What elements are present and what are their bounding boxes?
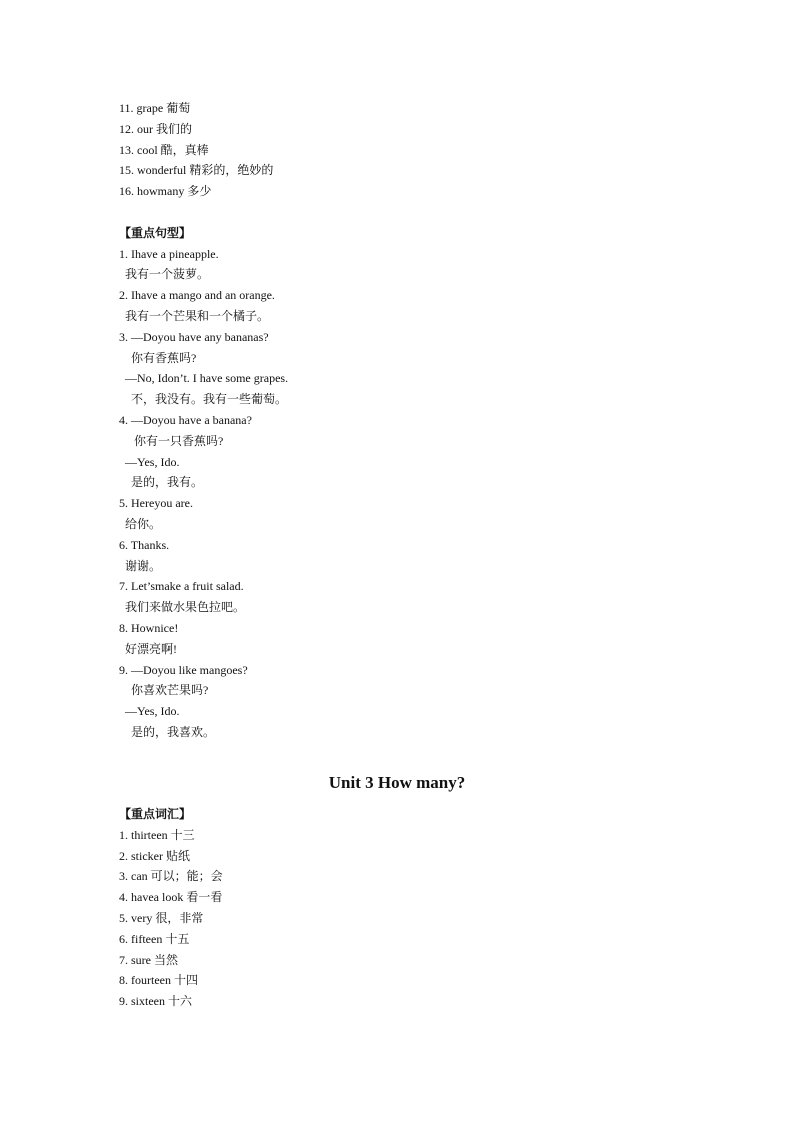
sentence-line: 给你。 (125, 516, 162, 531)
vocab-item: 6. fifteen 十五 (119, 931, 190, 946)
vocab-item: 5. very 很，非常 (119, 910, 204, 925)
unit-title: Unit 3 How many? (328, 773, 466, 792)
vocab-item: 11. grape 葡萄 (119, 101, 191, 115)
sentence-line: 不，我没有。我有一些葡萄。 (131, 392, 288, 407)
vocab-item: 13. cool 酷，真棒 (119, 142, 209, 157)
sentence-line: 我们来做水果色拉吧。 (125, 600, 246, 615)
vocab-item: 3. can 可以；能；会 (119, 869, 223, 884)
sentence-line: 我有一个菠萝。 (125, 267, 210, 282)
vocab-item: 9. sixteen 十六 (119, 994, 192, 1009)
vocab-list-part1 (119, 98, 719, 202)
sentence-line: 你喜欢芒果吗? (131, 683, 209, 698)
sentence-line: 9. —Doyou like mangoes? (119, 662, 248, 677)
vocab-item: 2. sticker 贴纸 (119, 848, 190, 863)
vocab-item: 8. fourteen 十四 (119, 973, 198, 988)
sentence-line: 6. Thanks. (119, 537, 170, 552)
sentence-line: 我有一个芒果和一个橘子。 (125, 308, 270, 323)
sentence-line: 5. Hereyou are. (119, 496, 193, 511)
sentence-line: —Yes, Ido. (125, 704, 180, 719)
sentence-line: 是的，我有。 (131, 475, 204, 490)
sentence-line: 你有香蕉吗? (131, 350, 197, 365)
vocab-item: 12. our 我们的 (119, 121, 192, 136)
vocab-item: 16. howmany 多少 (119, 184, 212, 199)
vocab-heading: 【重点词汇】 (119, 807, 192, 821)
vocab-item: 1. thirteen 十三 (119, 827, 195, 842)
sentence-line: 7. Let’smake a fruit salad. (119, 579, 244, 594)
sentence-line: 8. Hownice! (119, 620, 179, 635)
vocab-item: 7. sure 当然 (119, 952, 178, 967)
vocab-item: 4. havea look 看一看 (119, 890, 223, 905)
sentence-line: 是的，我喜欢。 (131, 724, 216, 739)
sentence-line: 1. Ihave a pineapple. (119, 246, 219, 261)
sentence-line: 你有一只香蕉吗? (134, 433, 224, 448)
sentence-list (119, 244, 719, 743)
unit3-section (119, 804, 719, 1012)
sentence-line: 2. Ihave a mango and an orange. (119, 288, 275, 303)
sentence-line: —Yes, Ido. (125, 454, 180, 469)
spacer (119, 202, 719, 223)
sentence-line: —No, Idon’t. I have some grapes. (125, 371, 289, 386)
vocab-list-part2 (119, 825, 719, 1012)
vocab-item: 15. wonderful 精彩的，绝妙的 (119, 163, 274, 178)
sentence-line: 谢谢。 (125, 558, 162, 573)
page-content (119, 98, 719, 743)
sentence-line: 好漂亮啊! (125, 641, 177, 656)
sentence-line: 4. —Doyou have a banana? (119, 412, 252, 427)
sentence-line: 3. —Doyou have any bananas? (119, 329, 269, 344)
sentences-heading: 【重点句型】 (119, 225, 192, 240)
